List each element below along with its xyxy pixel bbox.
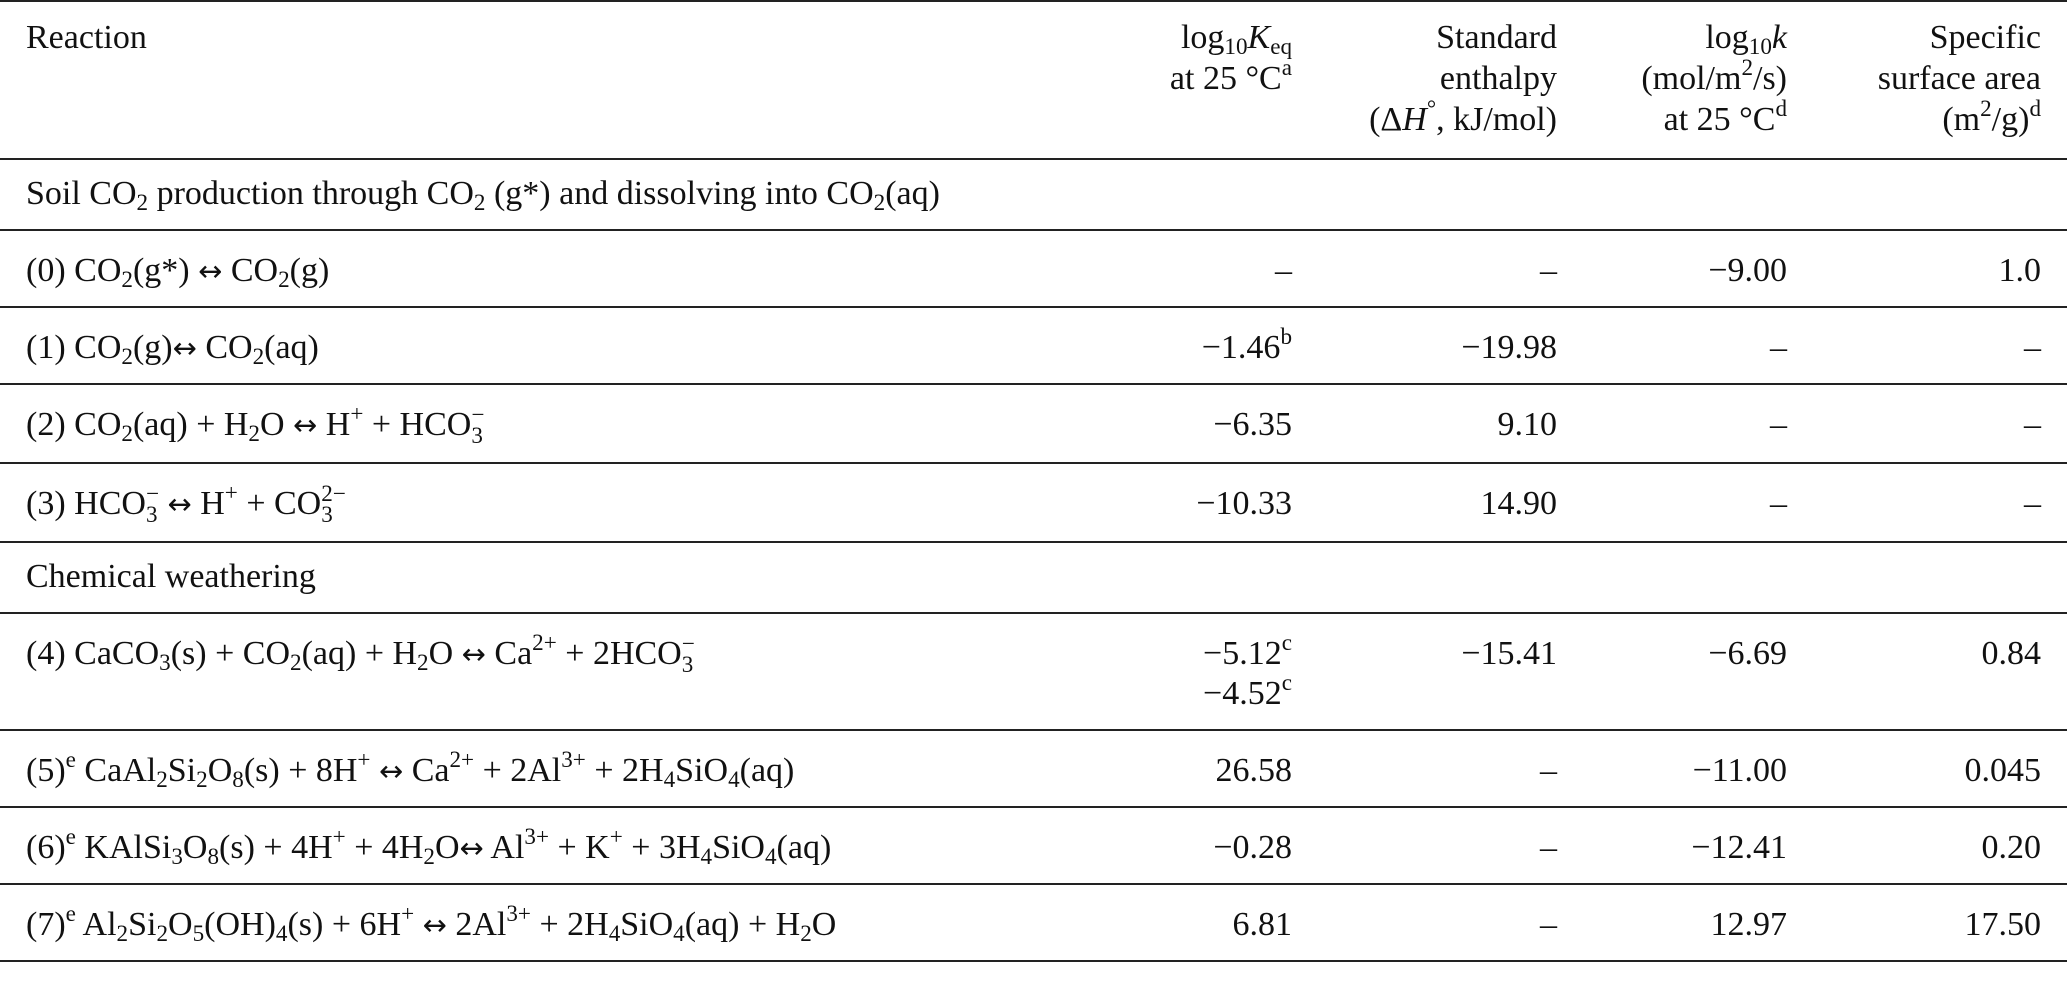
reaction-cell: (2) $CO_2(aq) + H_2O$ ↔ H+ + HCO − 3 (26, 400, 485, 449)
section-title: Soil $CO_2$ production through $CO_2$ (g*) and dissolving into $CO_2(aq)$ (26, 175, 940, 217)
reaction-cell: (0) $CO_2(g*)$ ↔ $CO_2(g)$ (26, 252, 330, 293)
equilibrium-arrow-icon: ↔ (378, 754, 404, 789)
logk-cell: – (1770, 484, 1787, 522)
header-row (0, 1, 2067, 159)
table-row (0, 613, 2067, 731)
keq-cell: −5.12$^c$ −4.52$^c$ (1203, 629, 1292, 713)
equilibrium-arrow-icon: ↔ (198, 254, 223, 289)
logk-cell: – (1770, 405, 1787, 443)
equilibrium-arrow-icon: ↔ (459, 831, 484, 865)
table-row (0, 730, 2067, 807)
keq-cell: 26.58 (1215, 752, 1292, 790)
section-title: Chemical weathering (26, 557, 316, 595)
enthalpy-cell: 9.10 (1497, 405, 1557, 443)
table-row (0, 807, 2067, 884)
logk-cell: −11.00 (1692, 752, 1787, 790)
equilibrium-arrow-icon: ↔ (167, 486, 192, 521)
enthalpy-cell: – (1540, 829, 1557, 866)
surface-area-cell: 17.50 (1964, 905, 2041, 943)
keq-cell: – (1275, 252, 1292, 290)
keq-cell: −10.33 (1196, 484, 1292, 522)
table-row (0, 384, 2067, 463)
header-specific-surface-area: Specific surface area $(m^2/g)^d$ (1877, 19, 2041, 138)
keq-cell: −0.28 (1213, 829, 1292, 866)
table-row (0, 884, 2067, 961)
header-standard-enthalpy: Standard enthalpy (ΔH°, kJ/mol) (1369, 19, 1557, 138)
header-reaction: Reaction (26, 19, 147, 56)
surface-area-cell: – (2024, 405, 2041, 443)
surface-area-cell: 0.045 (1964, 752, 2041, 790)
equilibrium-arrow-icon: ↔ (422, 907, 447, 942)
surface-area-cell: 0.84 (1981, 634, 2041, 672)
equilibrium-arrow-icon: ↔ (293, 407, 318, 442)
enthalpy-cell: – (1540, 252, 1557, 290)
keq-cell: 6.81 (1232, 905, 1292, 943)
surface-area-cell: – (2024, 328, 2041, 366)
header-logkeq: $\log_{10}K_{eq}$ at 25 $^\circ C^a$ (1169, 19, 1292, 97)
keq-cell: −1.46$^b$ (1201, 324, 1292, 366)
surface-area-cell: 0.20 (1981, 829, 2041, 866)
enthalpy-cell: – (1540, 905, 1557, 943)
equilibrium-arrow-icon: ↔ (461, 636, 486, 671)
reaction-cell: (3) HCO − 3 ↔ H+ + CO 2− 3 (26, 479, 346, 528)
logk-cell: – (1770, 328, 1787, 366)
table-row (0, 307, 2067, 384)
reaction-cell: $(5)^e$ $CaAl_2Si_2O_8(s) + 8H^+$ ↔ $Ca^{2+} + 2Al^{3+} + 2H_4SiO_4(aq)$ (26, 747, 795, 793)
reaction-cell: $(7)^e$ $Al_2Si_2O_5(OH)_4(s) + 6H^+$ ↔ $2Al^{3+} + 2H_4SiO_4(aq) + H_2O$ (26, 900, 837, 947)
logk-cell: −6.69 (1708, 634, 1787, 672)
reaction-cell: $(6)^e$ $KAlSi_3O_8(s) + 4H^+$ + $4H_2O\leftrightarrow$ $Al^{3+} + K^+ + 3H_4SiO_4(aq)$ (26, 824, 832, 870)
header-logk: $\log_{10}k$ $(mol/m^2/s)$ at 25 $^\circ C^d$ (1641, 19, 1787, 138)
table-row (0, 463, 2067, 542)
reaction-cell: (4) CaCO$_3$(s) + $CO_2(aq) + H_2O$ ↔ $Ca^{2+} + 2HCO$ − 3 (26, 629, 695, 678)
section-row-chemical-weathering (0, 542, 2067, 613)
enthalpy-cell: – (1540, 752, 1557, 790)
enthalpy-cell: 14.90 (1480, 484, 1557, 522)
logk-cell: 12.97 (1710, 905, 1787, 943)
enthalpy-cell: −19.98 (1461, 328, 1557, 366)
surface-area-cell: 1.0 (1998, 252, 2041, 290)
section-row-soil-co2 (0, 159, 2067, 230)
enthalpy-cell: −15.41 (1461, 634, 1557, 672)
table-row (0, 230, 2067, 307)
logk-cell: −12.41 (1691, 829, 1787, 866)
equilibrium-arrow-icon: ↔ (172, 330, 197, 365)
surface-area-cell: – (2024, 484, 2041, 522)
logk-cell: −9.00 (1708, 252, 1787, 290)
reaction-cell: (1) $CO_2(g)\leftrightarrow$ $CO_2(aq)$ (26, 328, 319, 370)
keq-cell: −6.35 (1213, 405, 1292, 443)
